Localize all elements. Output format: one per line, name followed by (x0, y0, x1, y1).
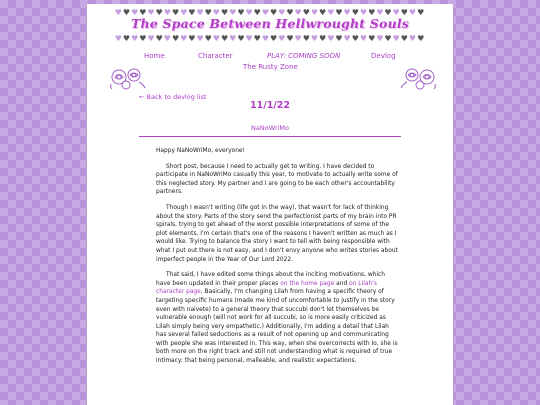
post-greeting: Happy NaNoWriMo, everyone! (156, 148, 245, 154)
paragraph-3-text-b: and (334, 280, 350, 287)
paragraph-3-text-c: . Basically, I'm changing Lilah from having a specific theory of targeting specific humans (made me kind of uncomfortable to justify in the story even with naivete) to a general theory that succubi don't let themselves be vulnerable enough (will not work for all succubi, so is more easily criticized as Lilah simply being very empathetic.) Additionally, I'm adding a detail that Lilah has several failed seductions as a result of not opening up and communicating with people she was interested in. This way, when she overcorrects with Io, she is both more on the right track and still not understanding what is required of true intimacy: that being personal, malleable, and realistic expectations. (156, 289, 398, 365)
back-to-devlog-link[interactable]: ← Back to devlog list (139, 93, 207, 101)
divider (139, 136, 401, 137)
post-date: 11/1/22 (250, 100, 290, 111)
home-page-link[interactable]: on the home page (280, 280, 335, 287)
hearts-row: ♥♥♥♥♥♥♥♥♥♥♥♥♥♥♥♥♥♥♥♥♥♥♥♥♥♥♥♥♥♥♥♥♥♥♥♥♥♥ (114, 8, 426, 17)
nav-play[interactable]: PLAY: COMING SOON (267, 52, 341, 60)
nav-rusty-zone[interactable]: The Rusty Zone (243, 63, 298, 71)
roses-right-icon (399, 66, 437, 90)
nav-character[interactable]: Character (198, 52, 233, 60)
lilah-character-page-link[interactable]: on Lilah's character page (156, 280, 377, 296)
post-body (156, 147, 401, 373)
nav-home[interactable]: Home (144, 52, 165, 60)
page-panel (86, 4, 454, 405)
hearts-border-bottom (87, 34, 453, 43)
roses-left-icon (109, 66, 147, 90)
paragraph-3-text-a: That said, I have edited some things about the inciting motivations, which have been updated in their proper places (156, 272, 385, 287)
hearts-row: ♥♥♥♥♥♥♥♥♥♥♥♥♥♥♥♥♥♥♥♥♥♥♥♥♥♥♥♥♥♥♥♥♥♥♥♥♥♥ (114, 34, 426, 43)
post-tag: NaNoWriMo (251, 124, 289, 132)
post-paragraph-1: Short post, because I need to actually get to writing. I have decided to participate in NaNoWriMo casually this year, to motivate to actually write some of this neglected story. My partner and I are going to be each other's accountability partners. (156, 163, 398, 196)
post-paragraph-2: Though I wasn't writing (life got in the way), that wasn't for lack of thinking about the story. Parts of the story send the perfectionist parts of my brain into PR spirals, trying to get ahead of the worst possible interpretations of some of the plot elements. I'm certain that's one of the reasons I haven't written as much as I would like. Trying to balance the story I want to tell with being responsible with what I put out there is not easy, and I don't envy anyone who writes stories about imperfect people in the Year of Our Lord 2022. (156, 204, 398, 263)
post-paragraph-3 (156, 271, 401, 366)
nav-devlog[interactable]: Devlog (371, 52, 396, 60)
site-title: The Space Between Hellwrought Souls (130, 16, 410, 31)
